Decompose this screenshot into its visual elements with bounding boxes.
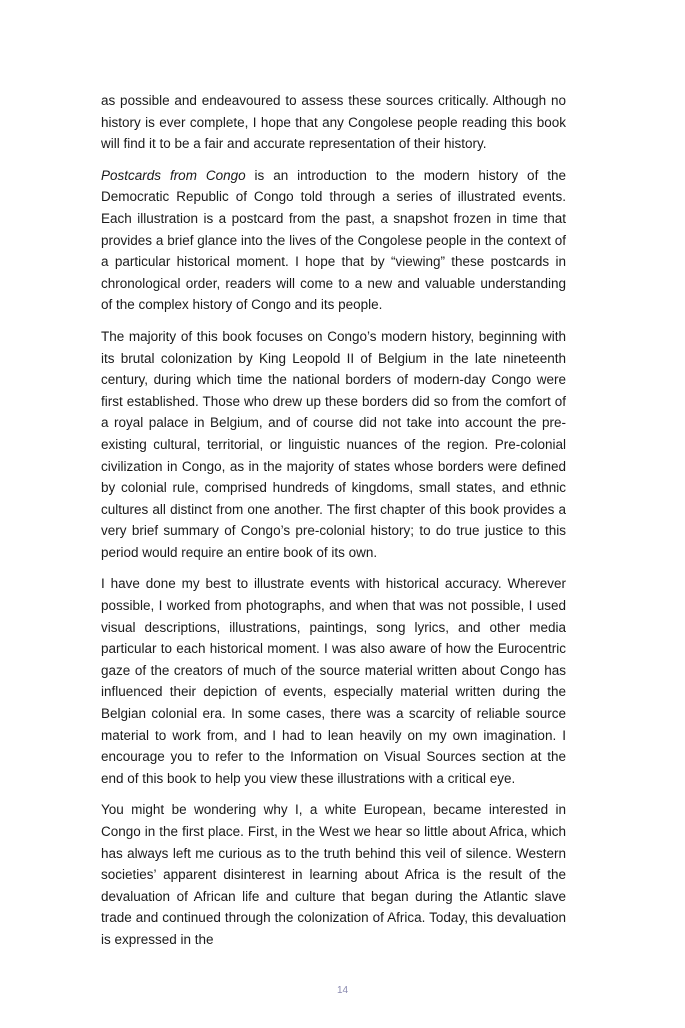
paragraph-3: The majority of this book focuses on Congo’s modern history, beginning with its brutal colonization by King Leopold II of Belgium in the late nineteenth century, during which time the national borders of modern-day Congo were first established. Those who drew up these borders did so from the comfort of a royal palace in Belgium, and of course did not take into account the pre-existing cultural, territorial, or linguistic nuances of the region. Pre-colonial civilization in Congo, as in the majority of states whose borders were defined by colonial rule, comprised hundreds of kingdoms, small states, and ethnic cultures all distinct from one another. The first chapter of this book provides a very brief summary of Congo’s pre-colonial history; to do true justice to this period would require an entire book of its own. xyxy=(101,328,566,560)
paragraph-2 xyxy=(101,165,566,316)
book-title-italic: Postcards from Congo xyxy=(101,167,246,183)
paragraph-5: You might be wondering why I, a white European, became interested in Congo in the first place. First, in the West we hear so little about Africa, which has always left me curious as to the truth behind this veil of silence. Western societies’ apparent disinterest in learning about Africa is the result of the devaluation of African life and culture that began during the Atlantic slave trade and continued through the colonization of Africa. Today, this devaluation is expressed in the xyxy=(101,802,566,947)
paragraph-1: as possible and endeavoured to assess these sources critically. Although no history is ever complete, I hope that any Congolese people reading this book will find it to be a fair and accurate representation of their history. xyxy=(101,93,566,152)
paragraph-2-text: is an introduction to the modern history of the Democratic Republic of Congo told through a series of illustrated events. Each illustration is a postcard from the past, a snapshot frozen in time that provides a brief glance into the lives of the Congolese people in the context of a particular historical moment. I hope that by “viewing” these postcards in chronological order, readers will come to a new and valuable understanding of the complex history of Congo and its people. xyxy=(101,167,567,313)
paragraph-4: I have done my best to illustrate events with historical accuracy. Wherever possible, I worked from photographs, and when that was not possible, I used visual descriptions, illustrations, paintings, song lyrics, and other media particular to each historical moment. I was also aware of how the Eurocentric gaze of the creators of much of the source material written about Congo has influenced their depiction of events, especially material written during the Belgian colonial era. In some cases, there was a scarcity of reliable source material to work from, and I had to lean heavily on my own imagination. I encourage you to refer to the Information on Visual Sources section at the end of this book to help you view these illustrations with a critical eye. xyxy=(101,576,566,786)
page-number: 14 xyxy=(336,985,349,996)
body-text xyxy=(101,90,566,961)
